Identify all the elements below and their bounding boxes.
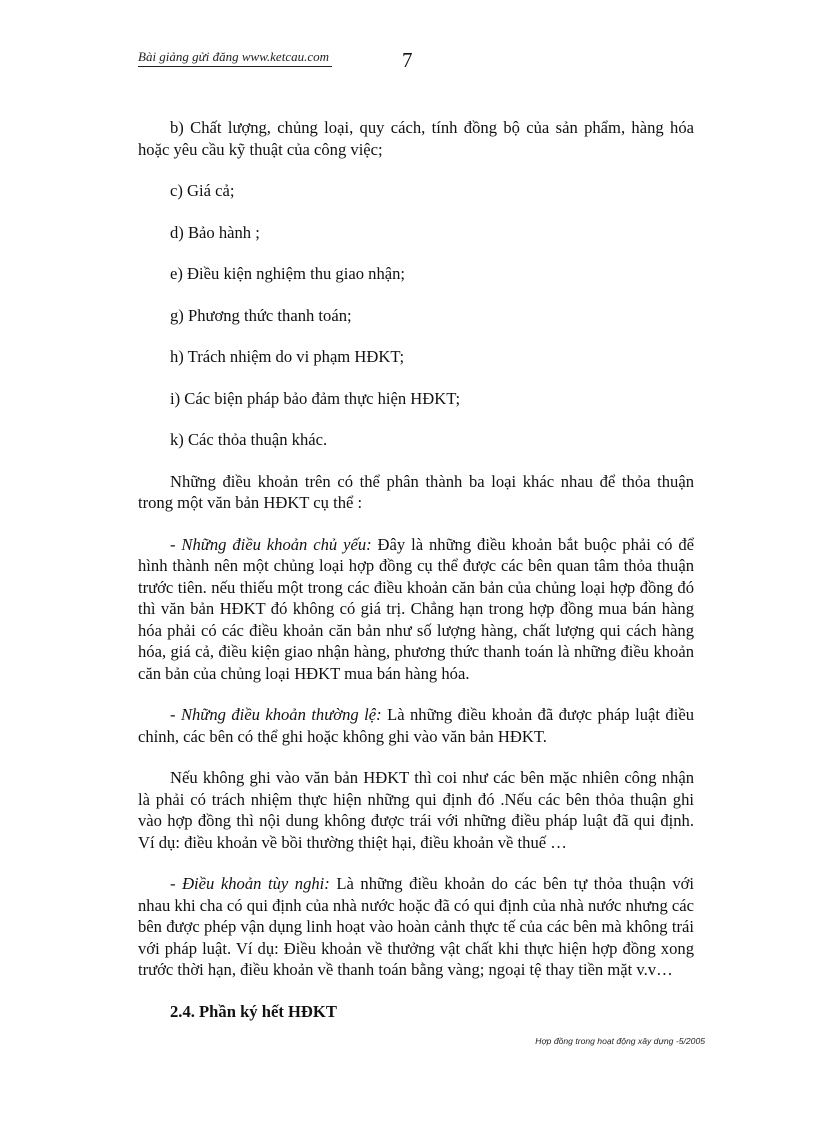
- header-underline: [138, 66, 332, 67]
- running-footer: Hợp đồng trong hoạt động xây dựng -5/2005: [535, 1036, 705, 1046]
- list-item-h: h) Trách nhiệm do vi phạm HĐKT;: [170, 347, 405, 366]
- list-item-e: e) Điều kiện nghiệm thu giao nhận;: [170, 264, 406, 283]
- clause-main-paragraph: [138, 534, 694, 685]
- page-number: 7: [402, 48, 413, 72]
- clause-regular-paragraph: [138, 704, 694, 747]
- list-item-b: b) Chất lượng, chủng loại, quy cách, tính đồng bộ của sản phẩm, hàng hóa hoặc yêu cầu kỹ thuật của công việc;: [138, 118, 694, 159]
- clause-main-label: - Những điều khoản chủ yếu:: [170, 534, 372, 554]
- regular-note-paragraph: Nếu không ghi vào văn bản HĐKT thì coi như các bên mặc nhiên công nhận là phải có trách nhiệm thực hiện những qui định đó .Nếu các bên thỏa thuận ghi vào hợp đồng thì nội dung không được trái với những điều pháp luật đã qui định. Ví dụ: điều khoản về bồi thường thiệt hại, điều khoản về thuế …: [138, 768, 694, 852]
- list-item-d: d) Bảo hành ;: [170, 222, 260, 242]
- clause-main-text: Đây là những điều khoản bắt buộc phải có để hình thành nên một chủng loại hợp đồng cụ thể được các bên quan tâm thỏa thuận trước tiên. nếu thiếu một trong các điều khoản căn bản của chủng loại hợp đồng đó thì văn bản HĐKT đó không có giá trị. Chẳng hạn trong hợp đồng mua bán hàng hóa phải có các điều khoản căn bản như số lượng hàng, chất lượng qui cách hàng hóa, giá cả, điều kiện giao nhận hàng, phương thức thanh toán là những điều khoản căn bản của chủng loại HĐKT mua bán hàng hóa.: [138, 534, 694, 683]
- list-item-i: i) Các biện pháp bảo đảm thực hiện HĐKT;: [170, 388, 461, 408]
- intro-paragraph: Những điều khoản trên có thể phân thành ba loại khác nhau để thỏa thuận trong một văn bản HĐKT cụ thể :: [138, 471, 694, 512]
- list-item-k: k) Các thỏa thuận khác.: [170, 430, 328, 449]
- clause-regular-text: Là những điều khoản đã được pháp luật điều chỉnh, các bên có thể ghi hoặc không ghi vào văn bản HĐKT.: [138, 705, 694, 746]
- clause-optional-label: - Điều khoản tùy nghi:: [170, 874, 330, 893]
- header-site-text: Bài giảng gửi đăng www.ketcau.com: [138, 49, 329, 64]
- list-item-c: c) Giá cả;: [170, 181, 235, 200]
- clause-optional-paragraph: [138, 873, 694, 981]
- clause-regular-label: - Những điều khoản thường lệ:: [170, 705, 382, 724]
- clause-optional-text: Là những điều khoản do các bên tự thỏa thuận với nhau khi cha có qui định của nhà nước hoặc đã có qui định của nhà nước nhưng các bên được phép vận dụng linh hoạt vào hoàn cảnh thực tế của các bên mà không trái với pháp luật. Ví dụ: Điều khoản về thưởng vật chất khi thực hiện hợp đồng xong trước thời hạn, điều khoản về thanh toán bằng vàng; ngoại tệ thay tiền mặt v.v…: [138, 874, 694, 979]
- document-body: [138, 117, 694, 1022]
- section-heading: 2.4. Phần ký hết HĐKT: [170, 1001, 337, 1021]
- list-item-g: g) Phương thức thanh toán;: [170, 305, 352, 325]
